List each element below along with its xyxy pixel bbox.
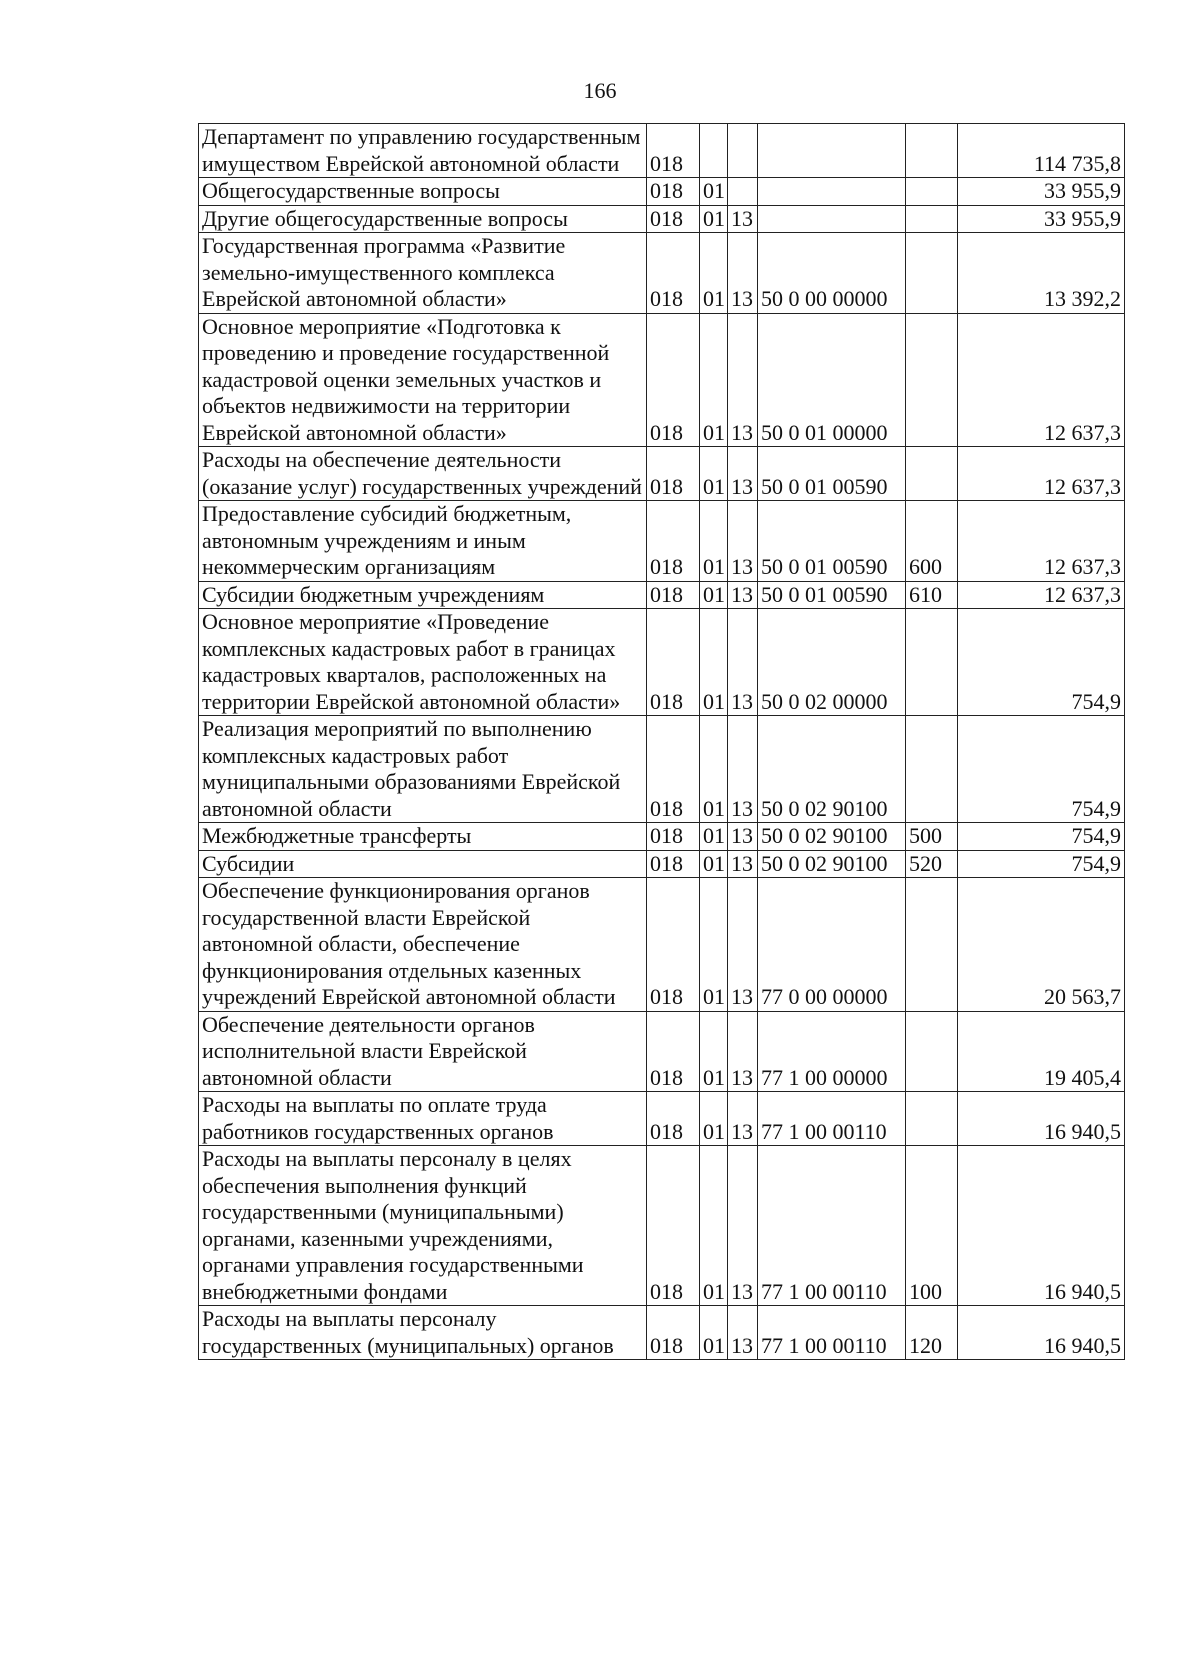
row-name-cell: Другие общегосударственные вопросы xyxy=(199,205,647,233)
expense-type-code-cell xyxy=(906,609,958,716)
amount-cell: 754,9 xyxy=(958,850,1125,878)
row-name-cell: Расходы на выплаты по оплате труда работников государственных органов xyxy=(199,1092,647,1146)
table-row xyxy=(199,581,1125,609)
table-row xyxy=(199,1306,1125,1360)
target-article-code-cell: 50 0 01 00590 xyxy=(758,581,906,609)
subsection-code-cell: 13 xyxy=(728,501,758,582)
target-article-code-cell: 50 0 01 00590 xyxy=(758,501,906,582)
target-article-code-cell: 50 0 00 00000 xyxy=(758,233,906,314)
amount-cell: 12 637,3 xyxy=(958,501,1125,582)
table-row xyxy=(199,124,1125,178)
table-row xyxy=(199,850,1125,878)
target-article-code-cell: 50 0 02 90100 xyxy=(758,716,906,823)
expense-type-code-cell xyxy=(906,124,958,178)
section-code-cell xyxy=(700,124,728,178)
row-name-cell: Межбюджетные трансферты xyxy=(199,823,647,851)
expense-type-code-cell xyxy=(906,716,958,823)
amount-cell: 12 637,3 xyxy=(958,581,1125,609)
row-name-cell: Расходы на обеспечение деятельности (оказание услуг) государственных учреждений xyxy=(199,447,647,501)
row-name-cell: Обеспечение деятельности органов исполнительной власти Еврейской автономной области xyxy=(199,1011,647,1092)
target-article-code-cell: 77 0 00 00000 xyxy=(758,878,906,1012)
target-article-code-cell: 77 1 00 00110 xyxy=(758,1092,906,1146)
expense-type-code-cell xyxy=(906,178,958,206)
table-row xyxy=(199,609,1125,716)
target-article-code-cell xyxy=(758,205,906,233)
row-name-cell: Расходы на выплаты персоналу государственных (муниципальных) органов xyxy=(199,1306,647,1360)
expense-type-code-cell: 600 xyxy=(906,501,958,582)
row-name-cell: Департамент по управлению государственным имуществом Еврейской автономной области xyxy=(199,124,647,178)
amount-cell: 754,9 xyxy=(958,823,1125,851)
amount-cell: 13 392,2 xyxy=(958,233,1125,314)
table-row xyxy=(199,1011,1125,1092)
table-row xyxy=(199,205,1125,233)
grbs-code-cell: 018 xyxy=(647,878,700,1012)
subsection-code-cell: 13 xyxy=(728,850,758,878)
row-name-cell: Субсидии xyxy=(199,850,647,878)
amount-cell: 12 637,3 xyxy=(958,447,1125,501)
subsection-code-cell: 13 xyxy=(728,205,758,233)
expense-type-code-cell: 120 xyxy=(906,1306,958,1360)
section-code-cell: 01 xyxy=(700,1306,728,1360)
amount-cell: 19 405,4 xyxy=(958,1011,1125,1092)
section-code-cell: 01 xyxy=(700,609,728,716)
table-row xyxy=(199,878,1125,1012)
grbs-code-cell: 018 xyxy=(647,850,700,878)
amount-cell: 16 940,5 xyxy=(958,1092,1125,1146)
expense-type-code-cell xyxy=(906,313,958,447)
section-code-cell: 01 xyxy=(700,850,728,878)
amount-cell: 33 955,9 xyxy=(958,205,1125,233)
row-name-cell: Государственная программа «Развитие земельно-имущественного комплекса Еврейской автономной области» xyxy=(199,233,647,314)
table-row xyxy=(199,447,1125,501)
grbs-code-cell: 018 xyxy=(647,609,700,716)
expense-type-code-cell xyxy=(906,1092,958,1146)
expense-type-code-cell: 520 xyxy=(906,850,958,878)
expense-type-code-cell xyxy=(906,878,958,1012)
grbs-code-cell: 018 xyxy=(647,823,700,851)
grbs-code-cell: 018 xyxy=(647,1146,700,1306)
grbs-code-cell: 018 xyxy=(647,447,700,501)
amount-cell: 20 563,7 xyxy=(958,878,1125,1012)
subsection-code-cell xyxy=(728,124,758,178)
table-row xyxy=(199,178,1125,206)
subsection-code-cell: 13 xyxy=(728,1146,758,1306)
amount-cell: 16 940,5 xyxy=(958,1146,1125,1306)
section-code-cell: 01 xyxy=(700,178,728,206)
grbs-code-cell: 018 xyxy=(647,124,700,178)
grbs-code-cell: 018 xyxy=(647,205,700,233)
table-row xyxy=(199,313,1125,447)
target-article-code-cell: 50 0 01 00590 xyxy=(758,447,906,501)
subsection-code-cell: 13 xyxy=(728,313,758,447)
grbs-code-cell: 018 xyxy=(647,1306,700,1360)
table-row xyxy=(199,1146,1125,1306)
target-article-code-cell: 77 1 00 00110 xyxy=(758,1306,906,1360)
grbs-code-cell: 018 xyxy=(647,716,700,823)
section-code-cell: 01 xyxy=(700,501,728,582)
amount-cell: 12 637,3 xyxy=(958,313,1125,447)
section-code-cell: 01 xyxy=(700,1146,728,1306)
row-name-cell: Общегосударственные вопросы xyxy=(199,178,647,206)
target-article-code-cell xyxy=(758,178,906,206)
budget-table xyxy=(198,123,1125,1360)
expense-type-code-cell xyxy=(906,205,958,233)
amount-cell: 754,9 xyxy=(958,609,1125,716)
row-name-cell: Реализация мероприятий по выполнению комплексных кадастровых работ муниципальными образованиями Еврейской автономной области xyxy=(199,716,647,823)
subsection-code-cell: 13 xyxy=(728,447,758,501)
subsection-code-cell: 13 xyxy=(728,581,758,609)
grbs-code-cell: 018 xyxy=(647,233,700,314)
section-code-cell: 01 xyxy=(700,1011,728,1092)
row-name-cell: Обеспечение функционирования органов государственной власти Еврейской автономной области, обеспечение функционирования отдельных казенных учреждений Еврейской автономной области xyxy=(199,878,647,1012)
subsection-code-cell: 13 xyxy=(728,716,758,823)
subsection-code-cell xyxy=(728,178,758,206)
target-article-code-cell xyxy=(758,124,906,178)
grbs-code-cell: 018 xyxy=(647,1092,700,1146)
grbs-code-cell: 018 xyxy=(647,581,700,609)
target-article-code-cell: 77 1 00 00110 xyxy=(758,1146,906,1306)
table-row xyxy=(199,716,1125,823)
table-row xyxy=(199,823,1125,851)
expense-type-code-cell: 610 xyxy=(906,581,958,609)
page-number: 166 xyxy=(583,78,617,103)
subsection-code-cell: 13 xyxy=(728,609,758,716)
target-article-code-cell: 50 0 02 90100 xyxy=(758,823,906,851)
section-code-cell: 01 xyxy=(700,581,728,609)
row-name-cell: Субсидии бюджетным учреждениям xyxy=(199,581,647,609)
expense-type-code-cell: 100 xyxy=(906,1146,958,1306)
section-code-cell: 01 xyxy=(700,823,728,851)
target-article-code-cell: 50 0 01 00000 xyxy=(758,313,906,447)
amount-cell: 33 955,9 xyxy=(958,178,1125,206)
row-name-cell: Основное мероприятие «Проведение комплексных кадастровых работ в границах кадастровых кварталов, расположенных на территории Еврейской автономной области» xyxy=(199,609,647,716)
grbs-code-cell: 018 xyxy=(647,501,700,582)
subsection-code-cell: 13 xyxy=(728,1306,758,1360)
expense-type-code-cell xyxy=(906,233,958,314)
amount-cell: 16 940,5 xyxy=(958,1306,1125,1360)
table-row xyxy=(199,233,1125,314)
subsection-code-cell: 13 xyxy=(728,823,758,851)
expense-type-code-cell xyxy=(906,447,958,501)
target-article-code-cell: 50 0 02 00000 xyxy=(758,609,906,716)
target-article-code-cell: 77 1 00 00000 xyxy=(758,1011,906,1092)
subsection-code-cell: 13 xyxy=(728,1011,758,1092)
section-code-cell: 01 xyxy=(700,716,728,823)
section-code-cell: 01 xyxy=(700,205,728,233)
section-code-cell: 01 xyxy=(700,313,728,447)
table-row xyxy=(199,1092,1125,1146)
section-code-cell: 01 xyxy=(700,1092,728,1146)
table-row xyxy=(199,501,1125,582)
target-article-code-cell: 50 0 02 90100 xyxy=(758,850,906,878)
budget-table-body xyxy=(199,124,1125,1360)
grbs-code-cell: 018 xyxy=(647,1011,700,1092)
row-name-cell: Основное мероприятие «Подготовка к проведению и проведение государственной кадастровой оценки земельных участков и объектов недвижимости на территории Еврейской автономной области» xyxy=(199,313,647,447)
expense-type-code-cell xyxy=(906,1011,958,1092)
amount-cell: 754,9 xyxy=(958,716,1125,823)
subsection-code-cell: 13 xyxy=(728,1092,758,1146)
section-code-cell: 01 xyxy=(700,878,728,1012)
section-code-cell: 01 xyxy=(700,233,728,314)
subsection-code-cell: 13 xyxy=(728,878,758,1012)
subsection-code-cell: 13 xyxy=(728,233,758,314)
row-name-cell: Расходы на выплаты персоналу в целях обеспечения выполнения функций государственными (муниципальными) органами, казенными учреждениями, органами управления государственными внебюджетными фондами xyxy=(199,1146,647,1306)
row-name-cell: Предоставление субсидий бюджетным, автономным учреждениям и иным некоммерческим организациям xyxy=(199,501,647,582)
grbs-code-cell: 018 xyxy=(647,313,700,447)
grbs-code-cell: 018 xyxy=(647,178,700,206)
amount-cell: 114 735,8 xyxy=(958,124,1125,178)
section-code-cell: 01 xyxy=(700,447,728,501)
expense-type-code-cell: 500 xyxy=(906,823,958,851)
